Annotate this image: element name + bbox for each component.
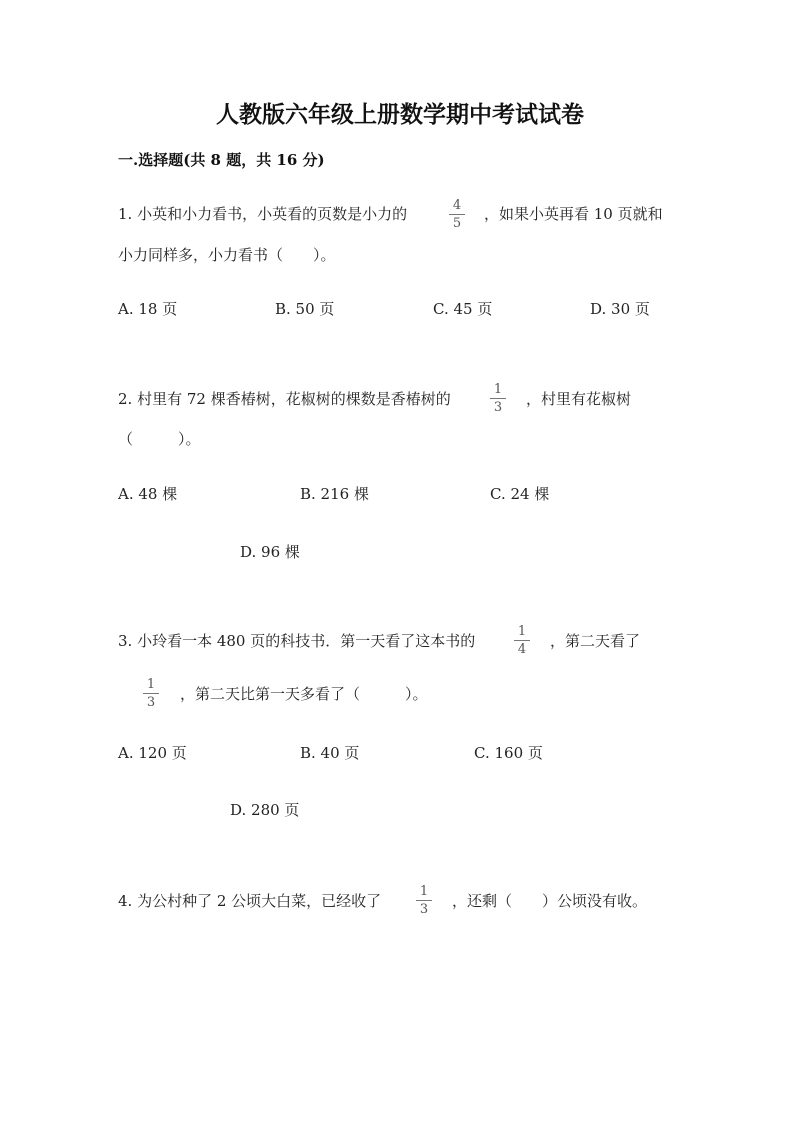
section-heading: 一.选择题(共 8 题，共 16 分) — [118, 151, 325, 169]
question-1-option-d[interactable]: D. 30 页 — [590, 300, 650, 318]
question-3-option-c[interactable]: C. 160 页 — [474, 744, 543, 762]
question-2-option-b[interactable]: B. 216 棵 — [300, 485, 369, 503]
question-1-option-a[interactable]: A. 18 页 — [118, 300, 178, 318]
question-2-fraction — [490, 383, 506, 414]
fraction-denominator: 4 — [517, 642, 527, 657]
question-3-option-d[interactable]: D. 280 页 — [230, 801, 300, 819]
question-3-fraction-2 — [143, 678, 159, 709]
question-2-option-c[interactable]: C. 24 棵 — [490, 485, 550, 503]
question-3-text-line2: ，第二天比第一天多看了（ ）。 — [180, 685, 428, 703]
question-3-option-b[interactable]: B. 40 页 — [300, 744, 360, 762]
question-1-text-cont: ，如果小英再看 10 页就和 — [484, 205, 663, 223]
fraction-bar — [143, 693, 159, 694]
question-4-text: 4. 为公村种了 2 公顷大白菜，已经收了 — [118, 892, 382, 910]
question-3-text-cont: ，第二天看了 — [550, 632, 641, 650]
question-2-option-d[interactable]: D. 96 棵 — [240, 543, 300, 561]
fraction-bar — [449, 214, 465, 215]
question-1-text-line2: 小力同样多，小力看书（ ）。 — [118, 246, 336, 264]
question-4-fraction — [416, 885, 432, 916]
question-2-option-a[interactable]: A. 48 棵 — [118, 485, 178, 503]
question-3-option-a[interactable]: A. 120 页 — [118, 744, 187, 762]
fraction-numerator: 4 — [452, 198, 462, 213]
question-1-text: 1. 小英和小力看书，小英看的页数是小力的 — [118, 205, 408, 223]
question-1-fraction — [449, 199, 465, 230]
question-1-option-c[interactable]: C. 45 页 — [433, 300, 493, 318]
question-2-text-cont: ，村里有花椒树 — [526, 390, 632, 408]
fraction-numerator: 1 — [146, 677, 156, 692]
fraction-bar — [416, 900, 432, 901]
fraction-numerator: 1 — [419, 884, 429, 899]
fraction-bar — [490, 398, 506, 399]
question-3-text: 3. 小玲看一本 480 页的科技书．第一天看了这本书的 — [118, 632, 476, 650]
question-2-text-line2: （ ）。 — [118, 430, 201, 448]
fraction-denominator: 5 — [452, 216, 462, 231]
question-1-option-b[interactable]: B. 50 页 — [275, 300, 335, 318]
fraction-denominator: 3 — [146, 695, 156, 710]
fraction-bar — [514, 640, 530, 641]
question-2-text: 2. 村里有 72 棵香椿树，花椒树的棵数是香椿树的 — [118, 390, 451, 408]
page-title: 人教版六年级上册数学期中考试试卷 — [216, 101, 584, 128]
fraction-denominator: 3 — [493, 400, 503, 415]
fraction-denominator: 3 — [419, 902, 429, 917]
question-4-text-cont: ，还剩（ ）公顷没有收。 — [452, 892, 648, 910]
question-3-fraction — [514, 625, 530, 656]
fraction-numerator: 1 — [517, 624, 527, 639]
fraction-numerator: 1 — [493, 382, 503, 397]
